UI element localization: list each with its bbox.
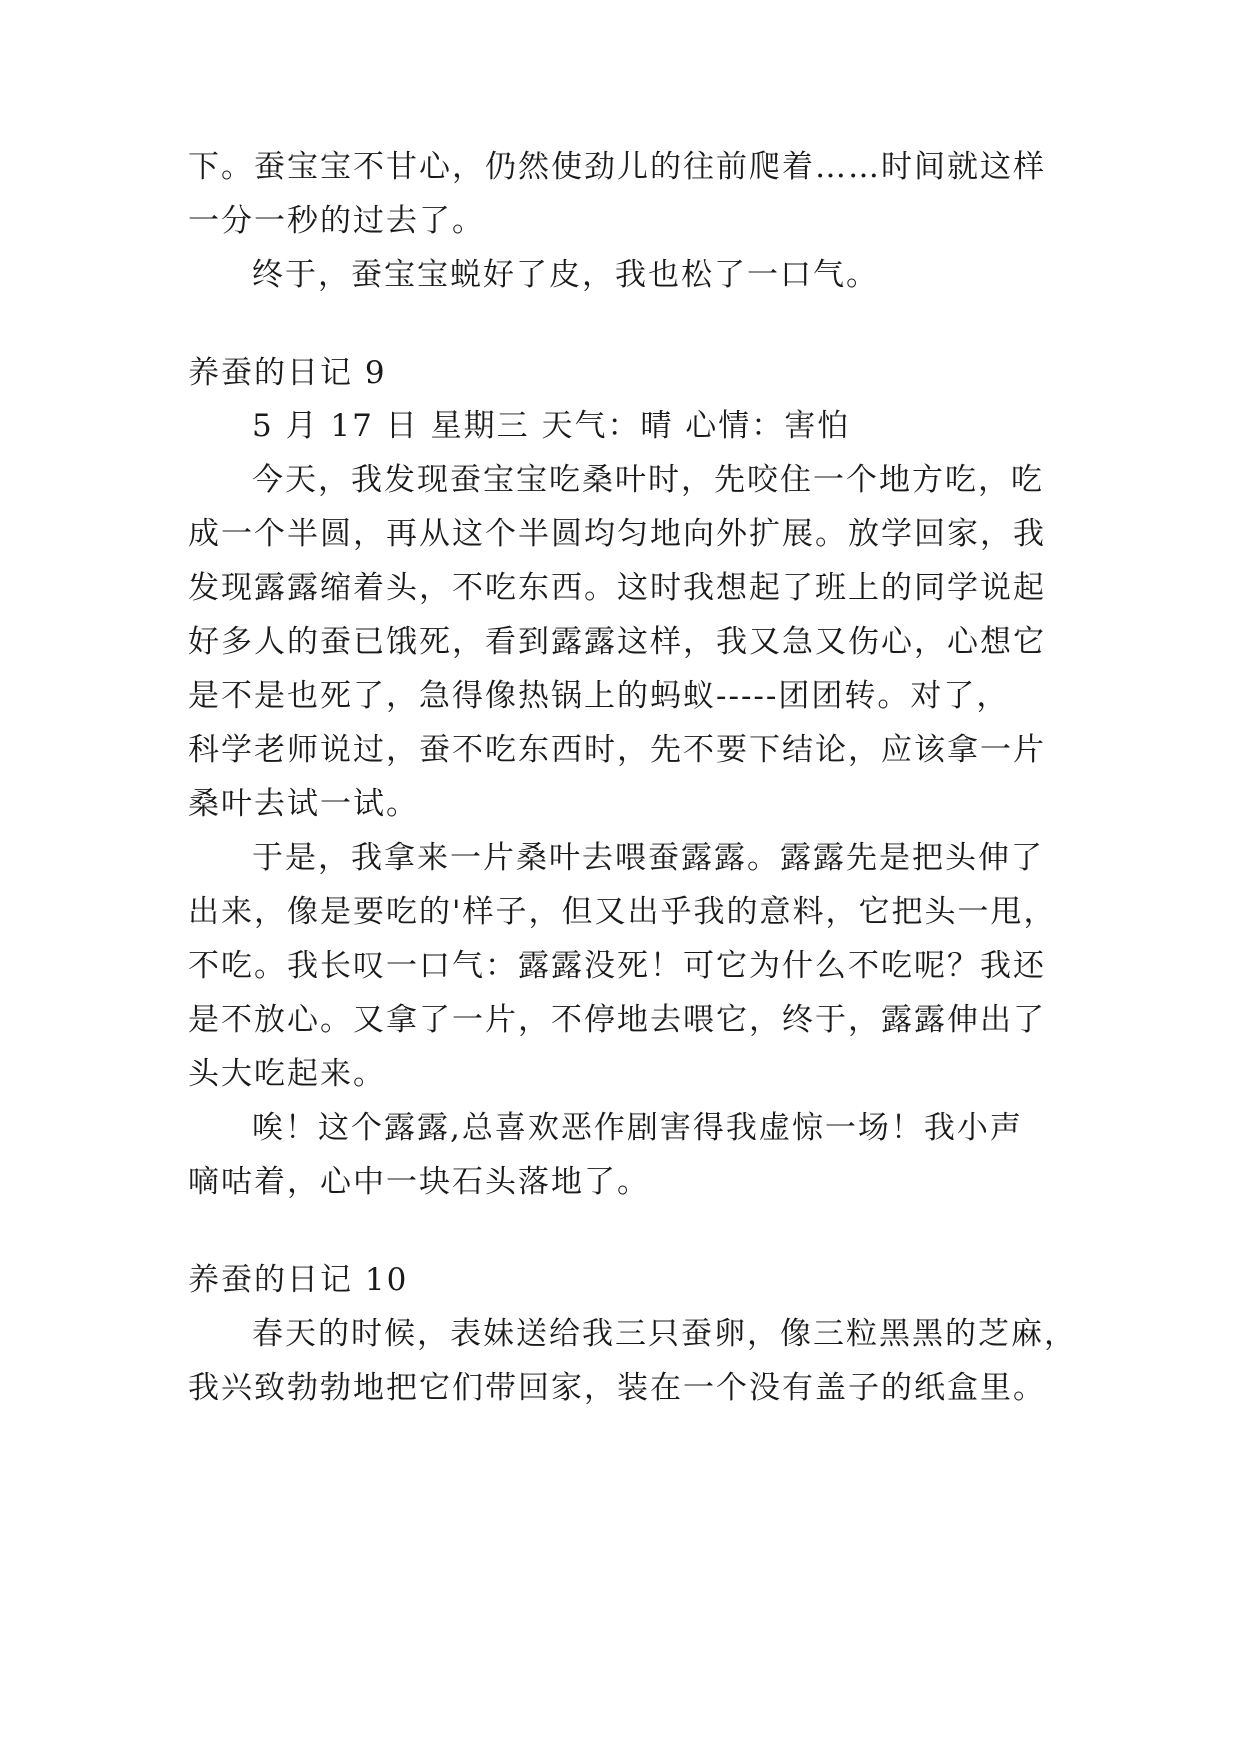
entry9-p2-line-1: 于是，我拿来一片桑叶去喂蚕露露。露露先是把头伸了 [252,840,1044,876]
entry9-p2-line-5: 头大吃起来。 [188,1056,386,1092]
entry9-p2-line-3: 不吃。我长叹一口气：露露没死！可它为什么不吃呢？我还 [188,948,1046,984]
entry9-p1-line-5: 是不是也死了，急得像热锅上的蚂蚁-----团团转。对了， [188,678,1010,714]
entry8-text-line-1: 下。蚕宝宝不甘心，仍然使劲儿的往前爬着……时间就这样 [188,149,1046,185]
entry10-p1-line-1: 春天的时候，表妹送给我三只蚕卵，像三粒黑黑的芝麻， [252,1316,1077,1352]
entry8-text-line-2: 一分一秒的过去了。 [188,203,485,239]
entry8-closing-line: 终于，蚕宝宝蜕好了皮，我也松了一口气。 [252,257,879,293]
entry9-p3-line-2: 嘀咕着，心中一块石头落地了。 [188,1164,650,1200]
entry9-p1-line-3: 发现露露缩着头，不吃东西。这时我想起了班上的同学说起 [188,570,1046,606]
entry10-p1-line-2: 我兴致勃勃地把它们带回家，装在一个没有盖子的纸盒里。 [188,1370,1046,1406]
entry9-p2-line-4: 是不放心。又拿了一片，不停地去喂它，终于，露露伸出了 [188,1002,1046,1038]
entry9-title: 养蚕的日记 9 [188,355,387,391]
entry9-p2-line-2: 出来，像是要吃的'样子，但又出乎我的意料，它把头一甩， [188,894,1057,930]
entry9-p1-line-7: 桑叶去试一试。 [188,786,419,822]
entry9-p1-line-1: 今天，我发现蚕宝宝吃桑叶时，先咬住一个地方吃，吃 [252,462,1044,498]
entry10-title: 养蚕的日记 10 [188,1262,409,1298]
entry9-date-line: 5 月 17 日 星期三 天气：晴 心情：害怕 [252,408,851,444]
entry9-p1-line-6: 科学老师说过，蚕不吃东西时，先不要下结论，应该拿一片 [188,732,1046,768]
entry9-p1-line-2: 成一个半圆，再从这个半圆均匀地向外扩展。放学回家，我 [188,516,1046,552]
entry9-p3-line-1: 唉！这个露露,总喜欢恶作剧害得我虚惊一场！我小声 [252,1110,1023,1146]
entry9-p1-line-4: 好多人的蚕已饿死，看到露露这样，我又急又伤心，心想它 [188,624,1046,660]
